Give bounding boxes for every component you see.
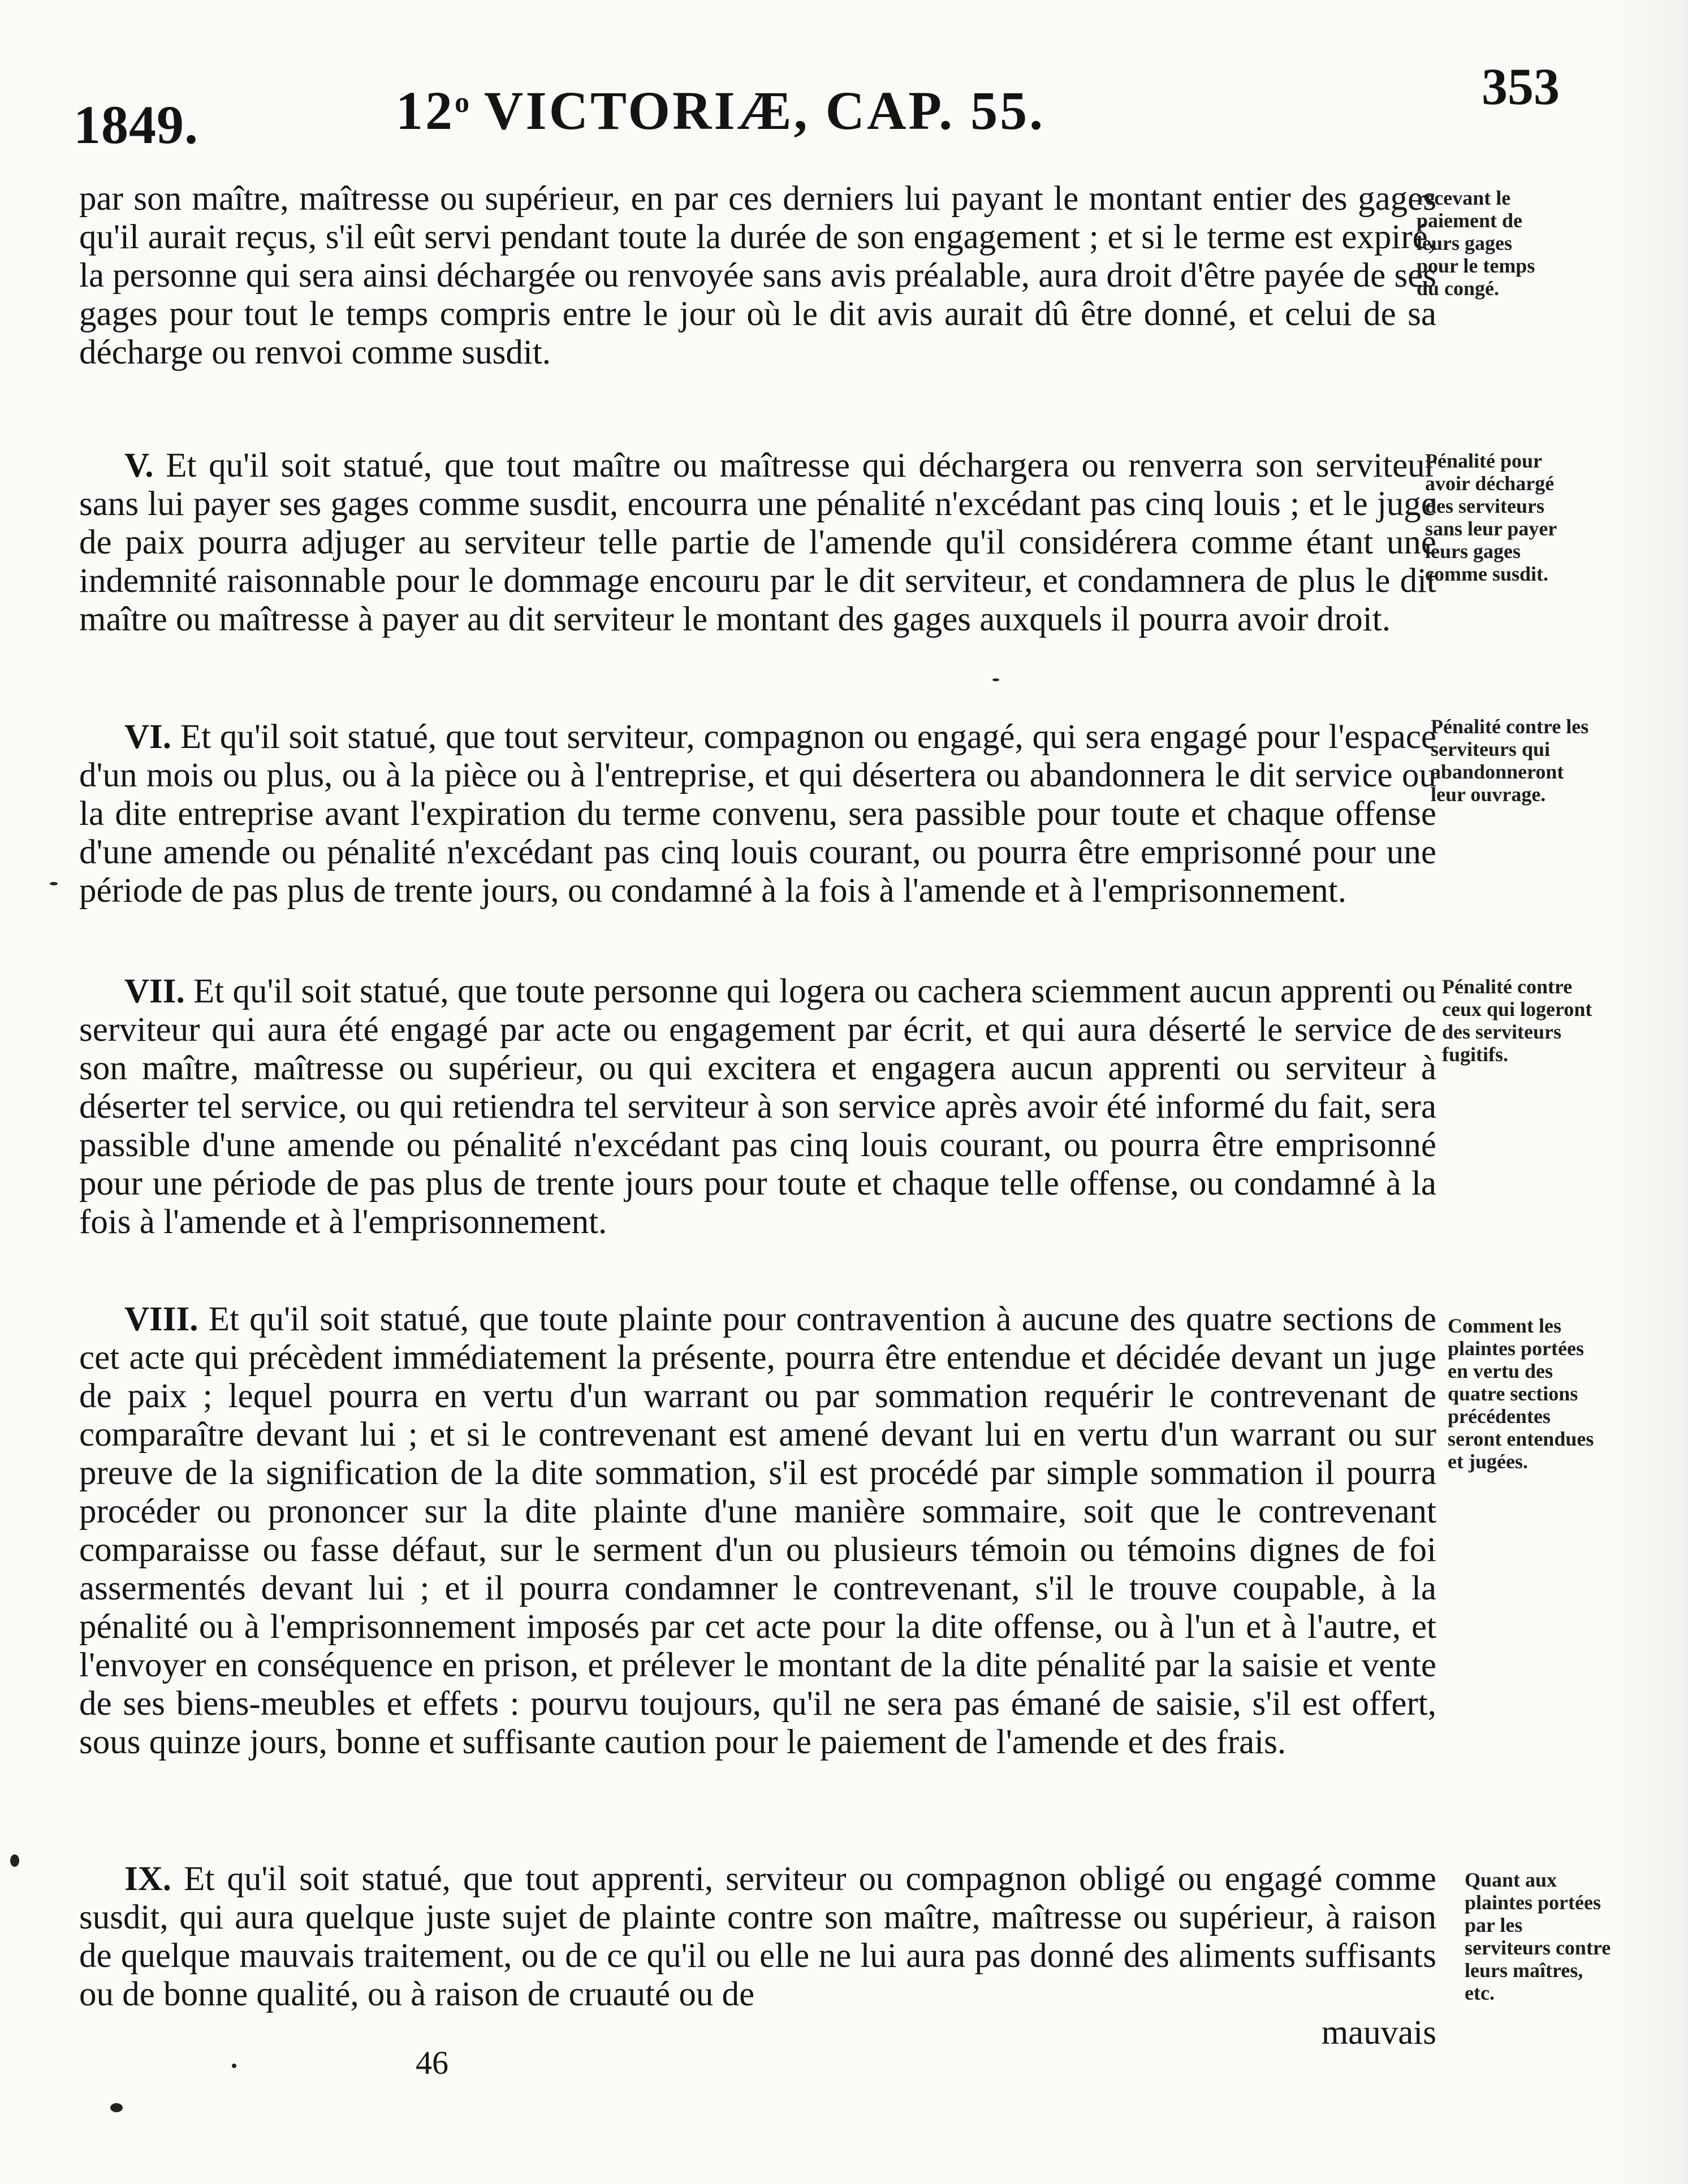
section-viii <box>79 1300 1436 1762</box>
section-vii-paragraph <box>79 972 1436 1242</box>
section-text: Et qu'il soit statué, que toute plainte pour contravention à aucune des quatre sections de cet acte qui précèdent immédiatement la présente, pourra être entendue et décidée devant un juge de paix ; lequel pourra en vertu d'un warrant ou par sommation requérir le contrevenant de comparaître devant lui ; et si le contrevenant est amené devant lui en vertu d'un warrant ou sur preuve de la signification de la dite sommation, s'il est procédé par simple sommation il pourra procéder ou prononcer sur la dite plainte d'une manière sommaire, soit que le contrevenant comparaisse ou fasse défaut, sur le serment d'un ou plusieurs témoin ou témoins dignes de foi assermentés devant lui ; et il pourra condamner le contrevenant, s'il le trouve coupable, à la pénalité ou à l'emprisonnement imposés par cet acte pour la dite offense, ou à l'un et à l'autre, et l'envoyer en conséquence en prison, et prélever le montant de la dite pénalité par la saisie et vente de ses biens-meubles et effets : pourvu toujours, qu'il ne sera pas émané de saisie, s'il est offert, sous quinze jours, bonne et suffisante caution pour le paiement de l'amende et des frais. <box>79 1300 1437 1761</box>
paragraph-text: par son maître, maîtresse ou supérieur, en par ces derniers lui payant le montant entier des gages qu'il aurait reçus, s'il eût servi pendant toute la durée de son engagement ; et si le terme est expiré, la personne qui sera ainsi déchargée ou renvoyée sans avis préalable, aura droit d'être payée de ses gages pour tout le temps compris entre le jour où le dit avis aurait dû être donné, et celui de sa décharge ou renvoi comme susdit. <box>79 180 1436 371</box>
section-viii-paragraph <box>79 1300 1436 1762</box>
section-number: VI. <box>124 718 172 756</box>
margin-note-section-vii: Pénalité contre ceux qui logeront des serviteurs fugitifs. <box>1442 975 1592 1066</box>
header-title-rest: VICTORIÆ, CAP. 55. <box>484 80 1046 141</box>
scan-speck <box>10 1854 19 1867</box>
section-ix-paragraph <box>79 1860 1436 2014</box>
header-title <box>396 79 1045 142</box>
section-number: VIII. <box>124 1300 198 1338</box>
section-text: Et qu'il soit statué, que tout maître ou maîtresse qui déchargera ou renverra son serviteur sans lui payer ses gages comme susdit, encourra une pénalité n'excédant pas cinq louis ; et le juge de paix pourra adjuger au serviteur telle partie de l'amende qu'il considérera comme étant une indemnité raisonnable pour le dommage encouru par le dit serviteur, et condamnera de plus le dit maître ou maîtresse à payer au dit serviteur le montant des gages auxquels il pourra avoir droit. <box>79 447 1436 638</box>
header-title-sup: o <box>455 87 472 119</box>
page-edge-shadow <box>1612 0 1688 2184</box>
section-number: V. <box>124 447 154 485</box>
scan-speck <box>50 882 58 885</box>
catchword: mauvais <box>1321 2014 1436 2052</box>
signature-mark: 46 <box>416 2044 448 2081</box>
margin-note-section-vi: Pénalité contre les serviteurs qui abandonneront leur ouvrage. <box>1431 715 1589 806</box>
margin-note-section-viii: Comment les plaintes portées en vertu des quatre sections précédentes seront entendues et jugées. <box>1448 1314 1594 1473</box>
header-title-ordinal: 12 <box>396 80 455 141</box>
scan-speck <box>992 678 999 681</box>
section-v-paragraph <box>79 447 1436 639</box>
section-number: IX. <box>124 1860 172 1898</box>
margin-note-section-v: Pénalité pour avoir déchargé des serviteurs sans leur payer leurs gages comme susdit. <box>1425 449 1557 585</box>
section-vi <box>79 718 1436 910</box>
margin-note-section-ix: Quant aux plaintes portées par les serviteurs contre leurs maîtres, etc. <box>1465 1869 1611 2004</box>
scan-speck <box>110 2103 123 2112</box>
paragraph-continuation <box>79 180 1436 372</box>
scan-speck <box>232 2064 236 2068</box>
section-number: VII. <box>124 972 185 1010</box>
section-ix <box>79 1860 1436 2052</box>
page-number: 353 <box>1482 58 1560 115</box>
section-v <box>79 447 1436 639</box>
section-text: Et qu'il soit statué, que toute personne qui logera ou cachera sciemment aucun apprenti ou serviteur qui aura été engagé par acte ou engagement par écrit, et qui aura déserté le service de son maître, maîtresse ou supérieur, ou qui excitera et engagera aucun apprenti ou serviteur à déserter tel service, ou qui retiendra tel serviteur à son service après avoir été informé du fait, sera passible d'une amende ou pénalité n'excédant pas cinq louis courant, ou pourra être emprisonné pour une période de pas plus de trente jours pour toute et chaque telle offense, ou condamné à la fois à l'amende et à l'emprisonnement. <box>79 972 1436 1241</box>
section-vi-paragraph <box>79 718 1436 910</box>
margin-note-wages: recevant le paiement de leurs gages pour le temps du congé. <box>1417 187 1535 300</box>
section-text: Et qu'il soit statué, que tout apprenti, serviteur ou compagnon obligé ou engagé comme susdit, qui aura quelque juste sujet de plainte contre son maître, maîtresse ou supérieur, à raison de quelque mauvais traitement, ou de ce qu'il ou elle ne lui aura pas donné des aliments suffisants ou de bonne qualité, ou à raison de cruauté ou de <box>79 1860 1437 2013</box>
section-vii <box>79 972 1436 1242</box>
section-text: Et qu'il soit statué, que tout serviteur, compagnon ou engagé, qui sera engagé pour l'espace d'un mois ou plus, ou à la pièce ou à l'entreprise, et qui désertera ou abandonnera le dit service ou la dite entreprise avant l'expiration du terme convenu, sera passible pour toute et chaque offense d'une amende ou pénalité n'excédant pas cinq louis courant, ou pourra être emprisonné pour une période de pas plus de trente jours, ou condamné à la fois à l'amende et à l'emprisonnement. <box>79 718 1437 910</box>
header-year: 1849. <box>74 94 198 155</box>
